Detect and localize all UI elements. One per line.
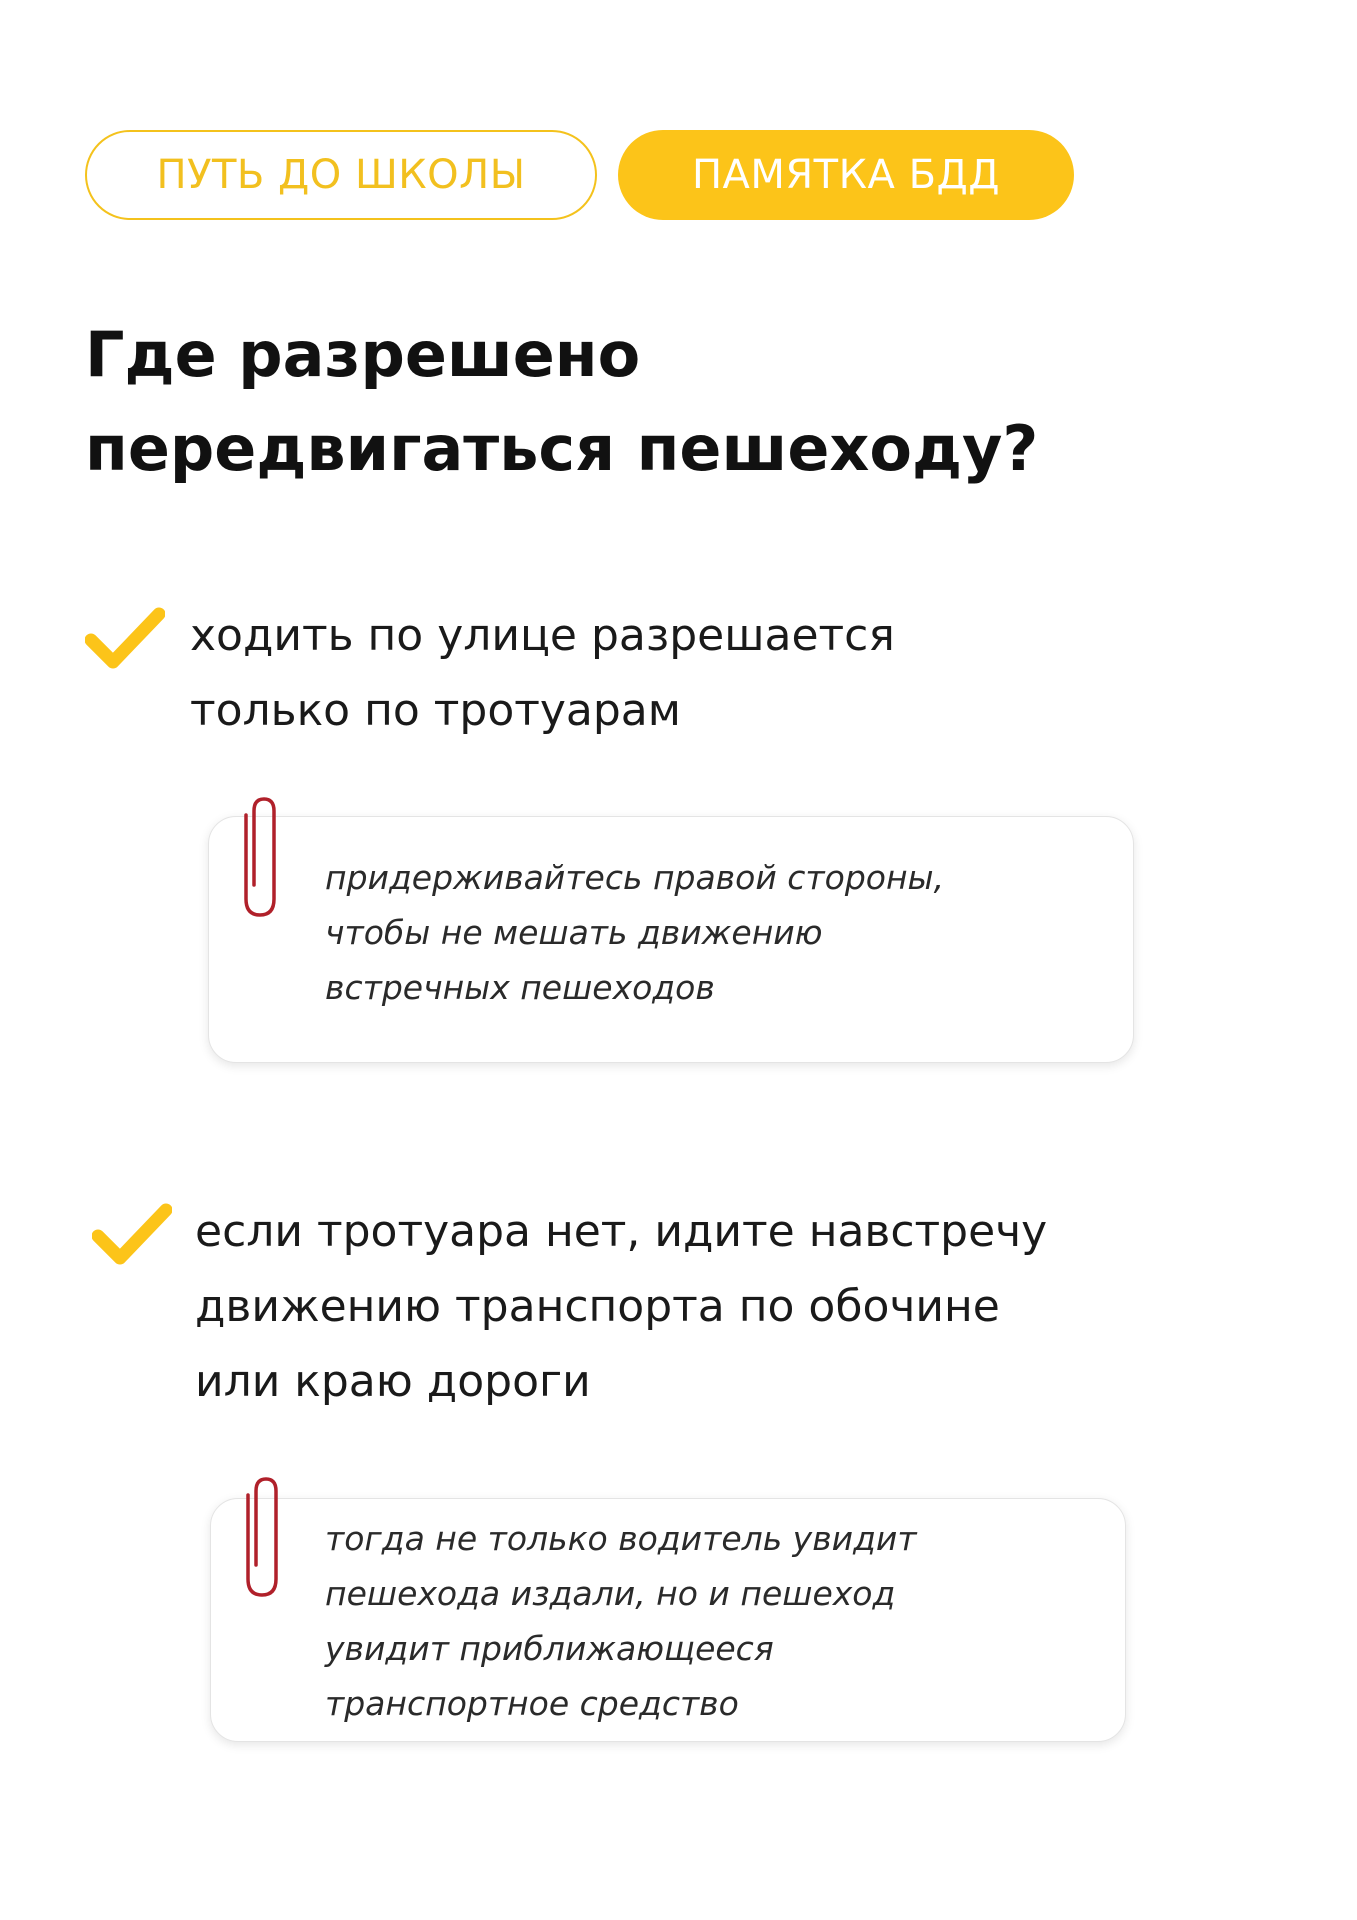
- tag-label: ПАМЯТКА БДД: [691, 152, 1001, 198]
- bullet-text: [195, 1194, 1047, 1419]
- note-line: транспортное средство: [325, 1684, 739, 1723]
- checkmark-icon: [85, 606, 165, 672]
- bullet-line: если тротуара нет, идите навстречу: [195, 1206, 1048, 1257]
- note-line: тогда не только водитель увидит: [325, 1519, 917, 1558]
- bullet-line: движению транспорта по обочине: [195, 1281, 1000, 1332]
- note-line: придерживайтесь правой стороны,: [325, 858, 945, 897]
- title-line: Где разрешено: [85, 318, 641, 391]
- note-line: пешехода издали, но и пешеход: [325, 1574, 896, 1613]
- note-text: [325, 1511, 917, 1731]
- bullet-line: или краю дороги: [195, 1356, 591, 1407]
- note-text: [325, 850, 944, 1015]
- tag-traffic-rules-memo[interactable]: [618, 130, 1074, 220]
- title-line: передвигаться пешеходу?: [85, 412, 1039, 485]
- bullet-line: только по тротуарам: [190, 685, 681, 736]
- note-line: встречных пешеходов: [325, 968, 715, 1007]
- tag-label: ПУТЬ ДО ШКОЛЫ: [156, 152, 526, 198]
- tag-path-to-school[interactable]: [85, 130, 597, 220]
- note-line: увидит приближающееся: [325, 1629, 774, 1668]
- note-line: чтобы не мешать движению: [325, 913, 823, 952]
- bullet-line: ходить по улице разрешается: [190, 610, 895, 661]
- paperclip-icon: [238, 795, 282, 921]
- paperclip-icon: [240, 1475, 284, 1601]
- page-title: [85, 308, 1038, 496]
- checkmark-icon: [92, 1202, 172, 1268]
- bullet-text: [190, 598, 895, 748]
